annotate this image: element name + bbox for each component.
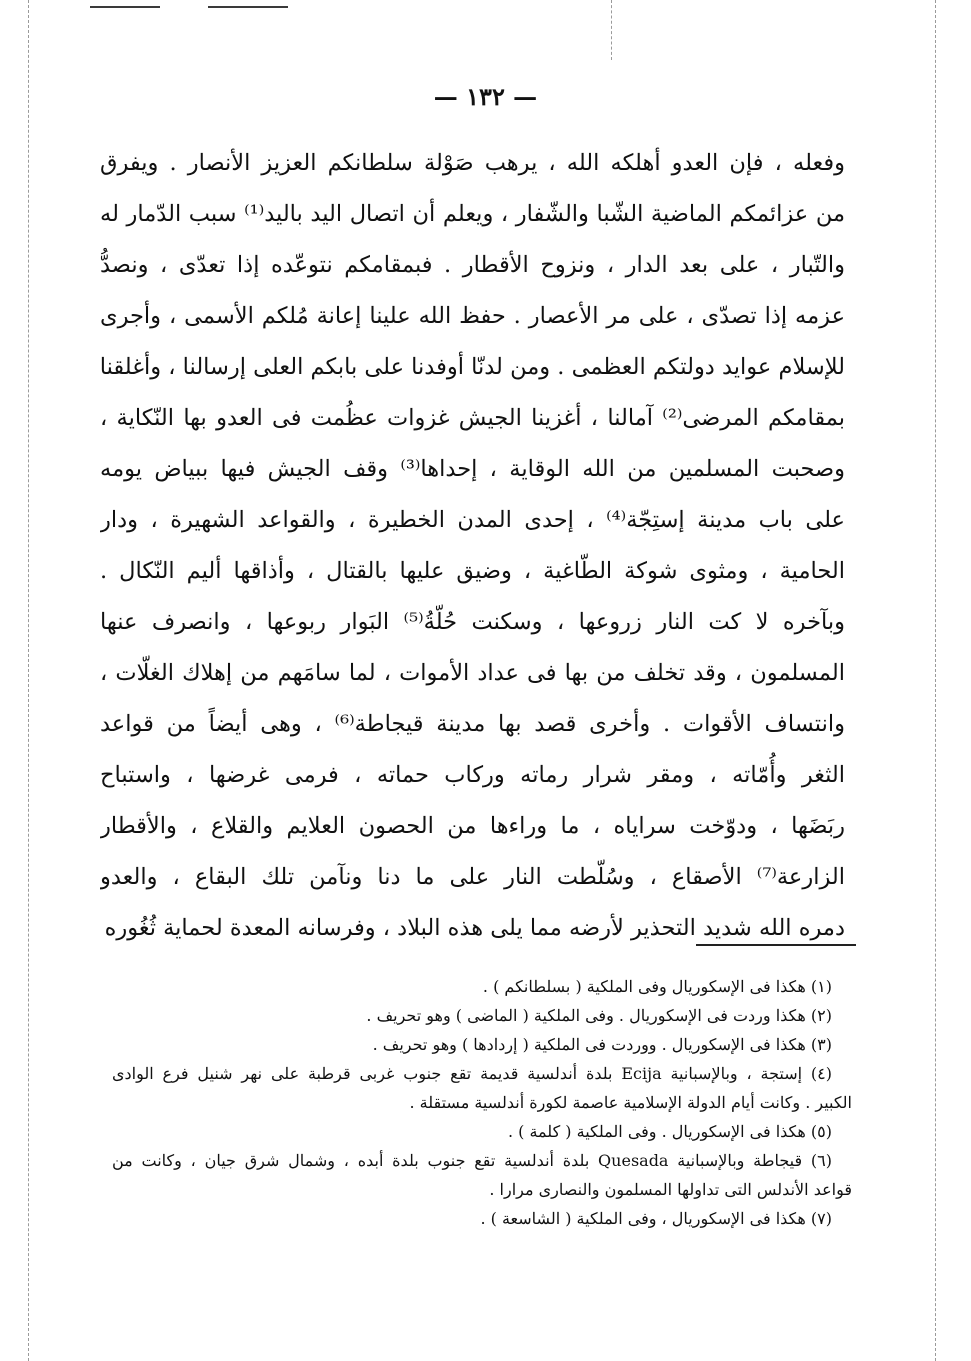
text-line: للإسلام عوايد دولتكم العظمى . ومن لدنّا أوفدنا على بابكم العلى إرسالنا ، وأغلقنا [100,354,845,380]
footnote: (٧) هكذا فى الإسكوريال ، وفى الملكية ( الشاسعة ) . [480,1209,832,1228]
footnote: قواعد الأندلس التى تداولها المسلمون والنصارى مرارا . [489,1180,852,1199]
text-line: المسلمون ، وقد تخلف من بها فى عداد الأموات ، لما سامَهم من إهلاك الغلّات ، [100,660,845,686]
text-line: وفعله ، فإن العدو أهلكه الله ، يرهب صَوْلة سلطانكم العزيز الأنصار . ويفرق [100,150,845,176]
text-line: وصحبت المسلمين من الله الوقاية ، إحداها⁽³⁾ وقف الجيش فيها ببياض يومه [100,456,845,482]
center-fold-line [611,0,612,60]
top-scan-line-left [90,6,160,8]
text-line: والتّبار ، على بعد الدار ، ونزوح الأقطار . فبمقامكم نتوعّده إذا تعدّى ، ونصدُّ [100,252,845,278]
footnote: (٤) إستجة ، وبالإسبانية Ecija بلدة أندلسية قديمة تقع جنوب غربى قرطبة على نهر شنيل فرع الوادى [112,1064,832,1083]
text-line: على باب مدينة إستِجّة⁽⁴⁾ ، إحدى المدن الخطيرة ، والقواعد الشهيرة ، ودار [100,507,845,533]
text-line: ربَضَها ، ودوّخت سراياه ، ما وراءها من الحصون العلايم والقلاع ، والأقطار [100,813,845,839]
footnote: (٦) قيجاطة وبالإسبانية Quesada بلدة أندلسية تقع جنوب بلدة أبده ، وشمال شرق جيان ، وكانت من [112,1151,832,1170]
footnote: (١) هكذا فى الإسكوريال وفى الملكية ( بسلطانكم ) . [482,977,832,996]
text-line: عزمه إذا تصدّى ، على مر الأعصار . حفظ الله علينا إعانة مُلكم الأسمى ، وأجرى [100,303,845,329]
text-line: الحامية ، ومثوى شوكة الطّاغية ، وضيق عليها بالقتال ، وأذاقها أليم النّكال . [100,558,845,584]
text-line: دمره الله شديد التحذير لأرضه مما يلى هذه البلاد ، وفرسانه المعدة لحماية ثُغُوره [104,915,845,941]
text-line: الزارعة⁽⁷⁾ الأصقاع ، وسُلّطت النار على ما دنا ونآمن تلك البقاع ، والعدو [100,864,845,890]
footnote: (٣) هكذا فى الإسكوريال . ووردت فى الملكية ( إردادها ) وهو تحريف . [372,1035,832,1054]
footnote: (٢) هكذا وردت فى الإسكوريال . وفى الملكية ( الماضى ) وهو تحريف . [366,1006,832,1025]
page-number: — ١٣٢ — [433,82,538,111]
footnote: الكبير . وكانت أيام الدولة الإسلامية عاصمة لكورة أندلسية مستقلة . [409,1093,852,1112]
text-line: الثغر وأُمّاته ، ومقر شرار رماته وركاب حماته ، فرمى غرضها ، واستباح [100,762,845,788]
footnote-separator [696,944,856,946]
text-line: من عزائمكم الماضية الشّبا والشّفار ، ويعلم أن اتصال اليد باليد⁽¹⁾ سبب الدّمار له [100,201,845,227]
footnote: (٥) هكذا فى الإسكوريال . وفى الملكية ( كلمة ) . [507,1122,832,1141]
left-scan-edge [28,0,29,1361]
right-scan-edge [935,0,936,1361]
footnotes [112,972,852,1233]
text-line: وانتساف الأقوات . وأخرى قصد بها مدينة قيجاطة⁽⁶⁾ ، وهى أيضاً من قواعد [100,711,845,737]
main-text [100,138,845,954]
top-scan-line-right [208,6,288,8]
text-line: وبآخره لا كت النار زروعها ، وسكنت حُلّةُ⁽⁵⁾ البَوار ربوعها ، وانصرف عنها [100,609,845,635]
text-line: بمقامكم المرضى⁽²⁾ آمالنا ، أغزينا الجيش غزوات عظُمت فى العدو بها النّكاية ، [100,405,845,431]
